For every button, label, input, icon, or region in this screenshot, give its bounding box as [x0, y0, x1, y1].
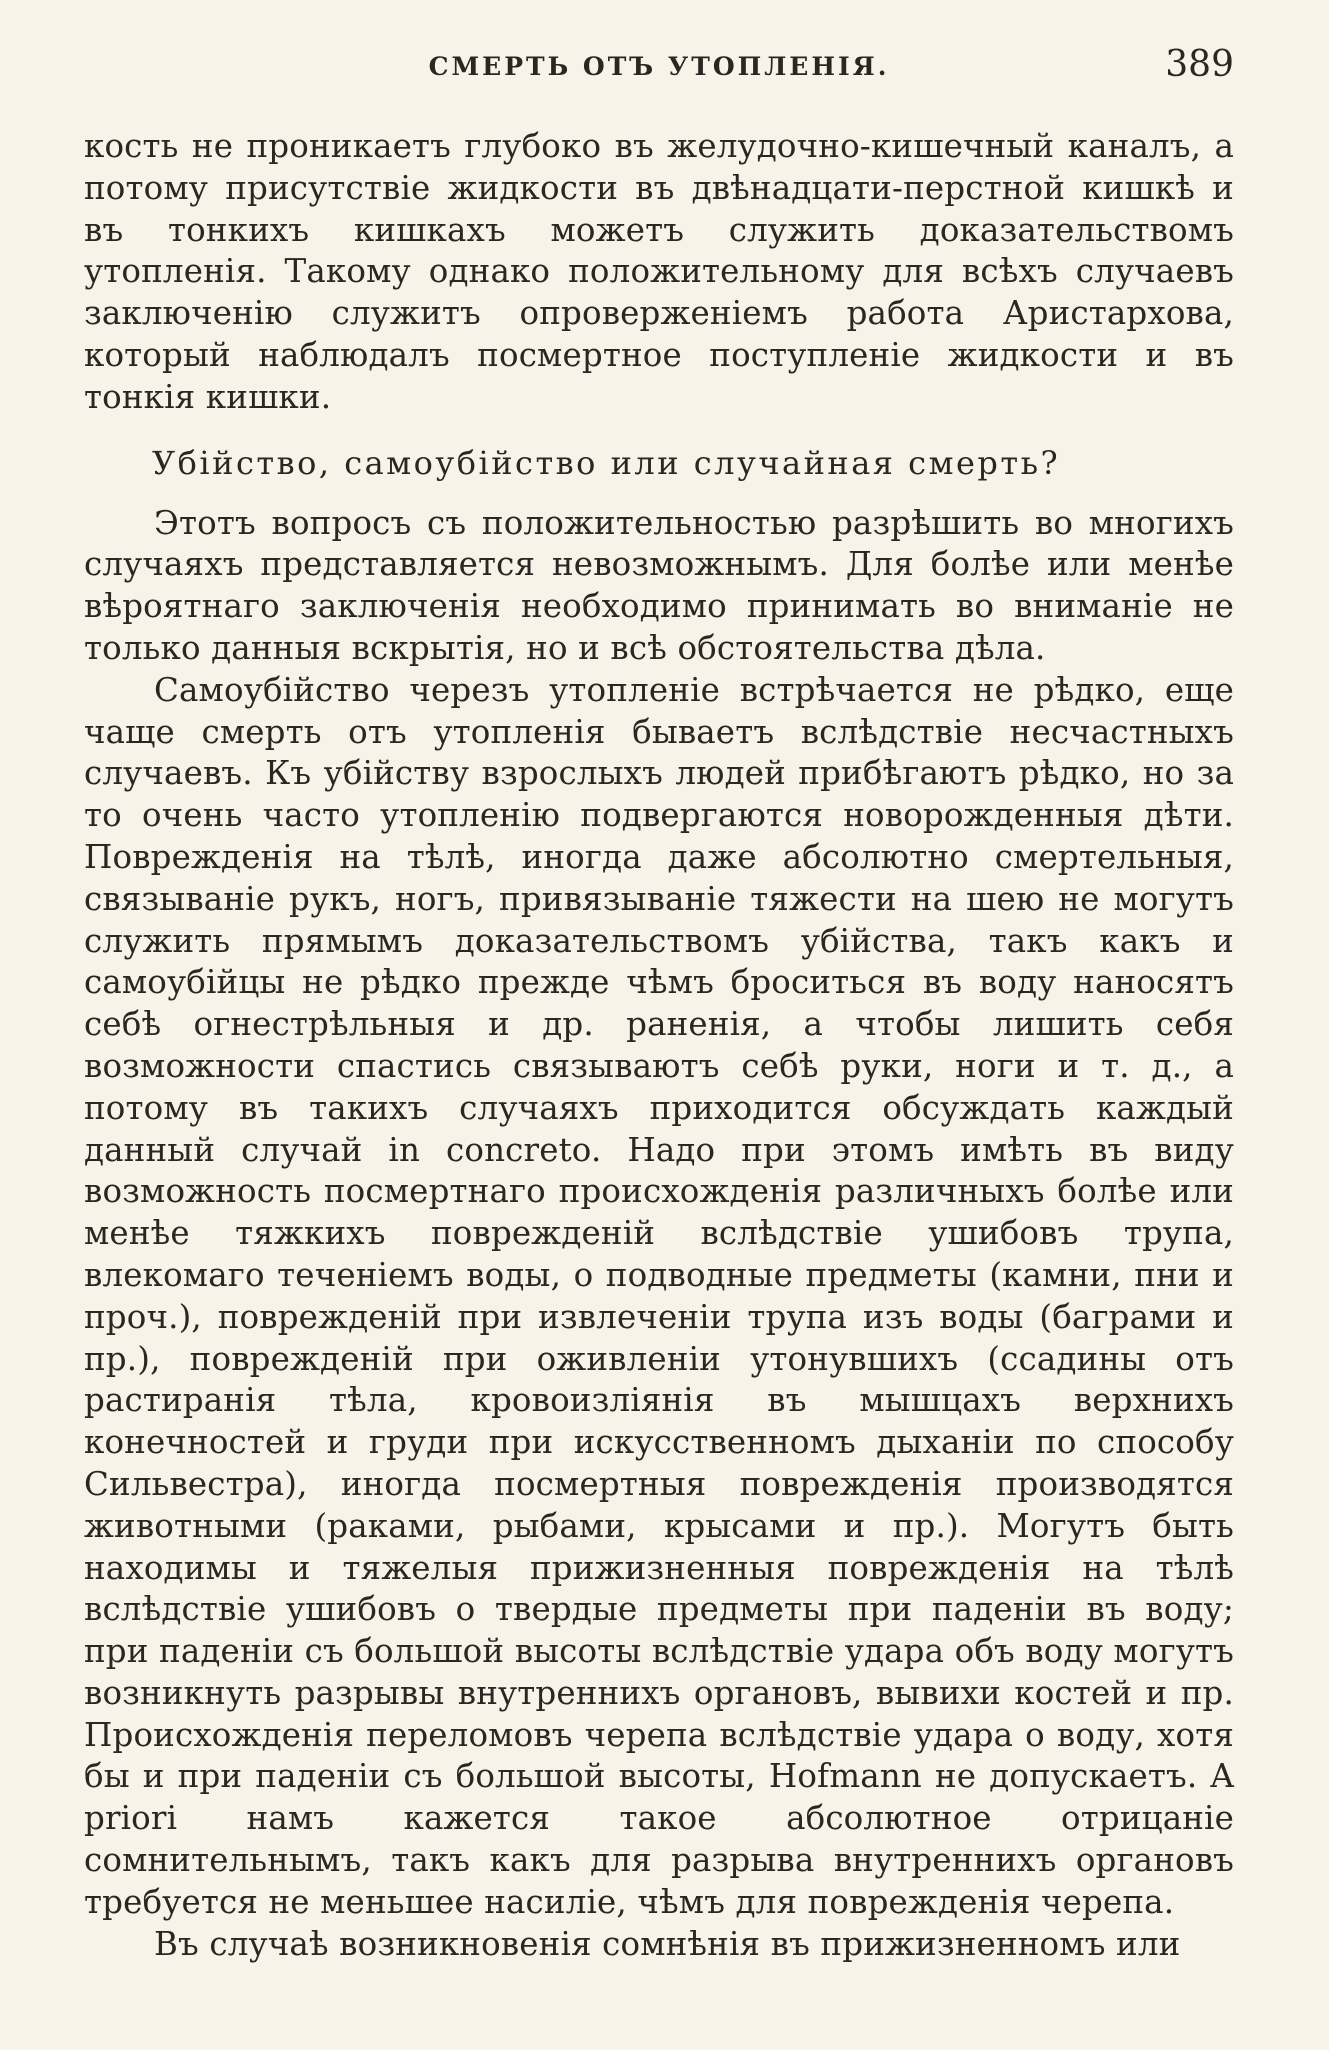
page-number: 389 — [1165, 44, 1234, 85]
paragraph-final: Въ случаѣ возникновенія сомнѣнія въ прижизненномъ или — [154, 1924, 1181, 1963]
paragraph-injuries: Самоубійство черезъ утопленіе встрѣчается не рѣдко, еще чаще смерть отъ утопленія бываетъ вслѣдствіе несчастныхъ случаевъ. Къ убійству взрослыхъ людей прибѣгаютъ рѣдко, но за то очень часто утопленію подвергаются новорожденныя дѣти. Поврежденія на тѣлѣ, иногда даже абсолютно смертельныя, связываніе рукъ, ногъ, привязываніе тяжести на шею не могутъ служить прямымъ доказательствомъ убійства, такъ какъ и самоубійцы не рѣдко прежде чѣмъ броситься въ воду наносятъ себѣ огнестрѣльныя и др. раненія, а чтобы лишить себя возможности спастись связываютъ себѣ руки, ноги и т. д., а потому въ такихъ случаяхъ приходится обсуждать каждый данный случай in concreto. Надо при этомъ имѣть въ виду возможность посмертнаго происхожденія различныхъ болѣе или менѣе тяжкихъ поврежденій вслѣдствіе ушибовъ трупа, влекомаго теченіемъ воды, о подводные предметы (камни, пни и проч.), поврежденій при извлеченіи трупа изъ воды (баграми и пр.), поврежденій при оживленіи утонувшихъ (ссадины отъ растиранія тѣла, кровоизліянія въ мышцахъ верхнихъ конечностей и груди при искусственномъ дыханіи по способу Сильвестра), иногда посмертныя поврежденія производятся животными (раками, рыбами, крысами и пр.). Могутъ быть находимы и тяжелыя прижизненныя поврежденія на тѣлѣ вслѣдствіе ушибовъ о твердые предметы при паденіи въ воду; при паденіи съ большой высоты вслѣдствіе удара объ воду могутъ возникнуть разрывы внутреннихъ органовъ, вывихи костей и пр. Происхожденія переломовъ черепа вслѣдствіе удара о воду, хотя бы и при паденіи съ большой высоты, Hofmann не допускаетъ. A priori намъ кажется такое абсолютное отрицаніе сомнительнымъ, такъ какъ для разрыва внутреннихъ органовъ требуется не меньшее насиліе, чѣмъ для поврежденія черепа. — [84, 670, 1234, 1921]
running-head — [84, 44, 1234, 94]
book-page — [84, 44, 1234, 1965]
paragraph-continuation: кость не проникаетъ глубоко въ желудочно-кишечный каналъ, а потому присутствіе жидкости въ двѣнадцати-перстной кишкѣ и въ тонкихъ кишкахъ можетъ служить доказательствомъ утопленія. Такому однако положительному для всѣхъ случаевъ заключенію служитъ опроверженіемъ работа Аристархова, который наблюдалъ посмертное поступленіе жидкости и въ тонкія кишки. — [84, 127, 1234, 416]
paragraph-question: Этотъ вопросъ съ положительностью разрѣшить во многихъ случаяхъ представляется невозможнымъ. Для болѣе или менѣе вѣроятнаго заключенія необходимо принимать во вниманіе не только данныя вскрытія, но и всѣ обстоятельства дѣла. — [84, 503, 1234, 667]
running-title: СМЕРТЬ ОТЪ УТОПЛЕНІЯ. — [428, 52, 890, 81]
section-heading: Убійство, самоубійство или случайная смерть? — [152, 443, 1061, 482]
